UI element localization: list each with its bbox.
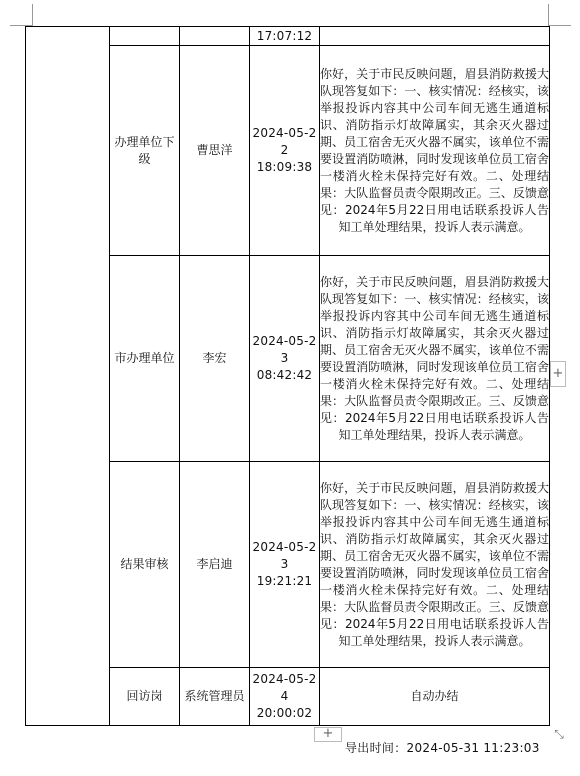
role-cell: 办理单位下级 (110, 46, 180, 256)
role-cell: 回访岗 (110, 668, 180, 726)
crop-mark (32, 4, 33, 26)
export-time-label: 导出时间： (345, 741, 407, 755)
role-cell: 结果审核 (110, 462, 180, 668)
blank-left-cell (26, 27, 110, 726)
export-time (345, 739, 540, 756)
role-cell: 市办理单位 (110, 256, 180, 462)
time-cell: 2024-05-2 3 08:42:42 (250, 256, 320, 462)
time-cell: 2024-05-2 2 18:09:38 (250, 46, 320, 256)
time-cell: 2024-05-2 3 19:21:21 (250, 462, 320, 668)
work-order-table (25, 26, 550, 726)
table-cell (320, 27, 550, 46)
table-row (26, 27, 550, 46)
add-column-plus-icon[interactable]: + (550, 361, 566, 387)
handler-name-cell: 李宏 (180, 256, 250, 462)
handler-name-cell: 李启迪 (180, 462, 250, 668)
reply-content-cell: 你好，关于市民反映问题，眉县消防救援大队现答复如下：一、核实情况：经核实，该举报投诉内容其中公司车间无逃生通道标识、消防指示灯故障属实，其余灭火器过期、员工宿舍无灭火器不属实，该单位不需要设置消防喷淋，同时发现该单位员工宿舍一楼消火栓未保持完好有效。二、处理结果：大队监督员责令限期改正。三、反馈意见：2024年5月22日用电话联系投诉人告知工单处理结果，投诉人表示满意。 (320, 46, 550, 256)
add-row-plus-icon[interactable]: + (314, 727, 342, 742)
table-cell (110, 27, 180, 46)
handler-name-cell: 曹思洋 (180, 46, 250, 256)
table-resize-icon[interactable]: ⤡ (554, 727, 564, 741)
reply-content-cell: 你好，关于市民反映问题，眉县消防救援大队现答复如下：一、核实情况：经核实，该举报投诉内容其中公司车间无逃生通道标识、消防指示灯故障属实，其余灭火器过期、员工宿舍无灭火器不属实，该单位不需要设置消防喷淋，同时发现该单位员工宿舍一楼消火栓未保持完好有效。二、处理结果：大队监督员责令限期改正。三、反馈意见：2024年5月22日用电话联系投诉人告知工单处理结果，投诉人表示满意。 (320, 256, 550, 462)
handler-name-cell: 系统管理员 (180, 668, 250, 726)
reply-content-cell: 自动办结 (320, 668, 550, 726)
crop-mark (548, 4, 549, 26)
time-cell: 2024-05-2 4 20:00:02 (250, 668, 320, 726)
export-time-value: 2024-05-31 11:23:03 (406, 741, 540, 755)
crop-mark (549, 25, 571, 26)
reply-content-cell: 你好，关于市民反映问题，眉县消防救援大队现答复如下：一、核实情况：经核实，该举报投诉内容其中公司车间无逃生通道标识、消防指示灯故障属实，其余灭火器过期、员工宿舍无灭火器不属实，该单位不需要设置消防喷淋，同时发现该单位员工宿舍一楼消火栓未保持完好有效。二、处理结果：大队监督员责令限期改正。三、反馈意见：2024年5月22日用电话联系投诉人告知工单处理结果，投诉人表示满意。 (320, 462, 550, 668)
time-cell: 17:07:12 (250, 27, 320, 46)
table-cell (180, 27, 250, 46)
